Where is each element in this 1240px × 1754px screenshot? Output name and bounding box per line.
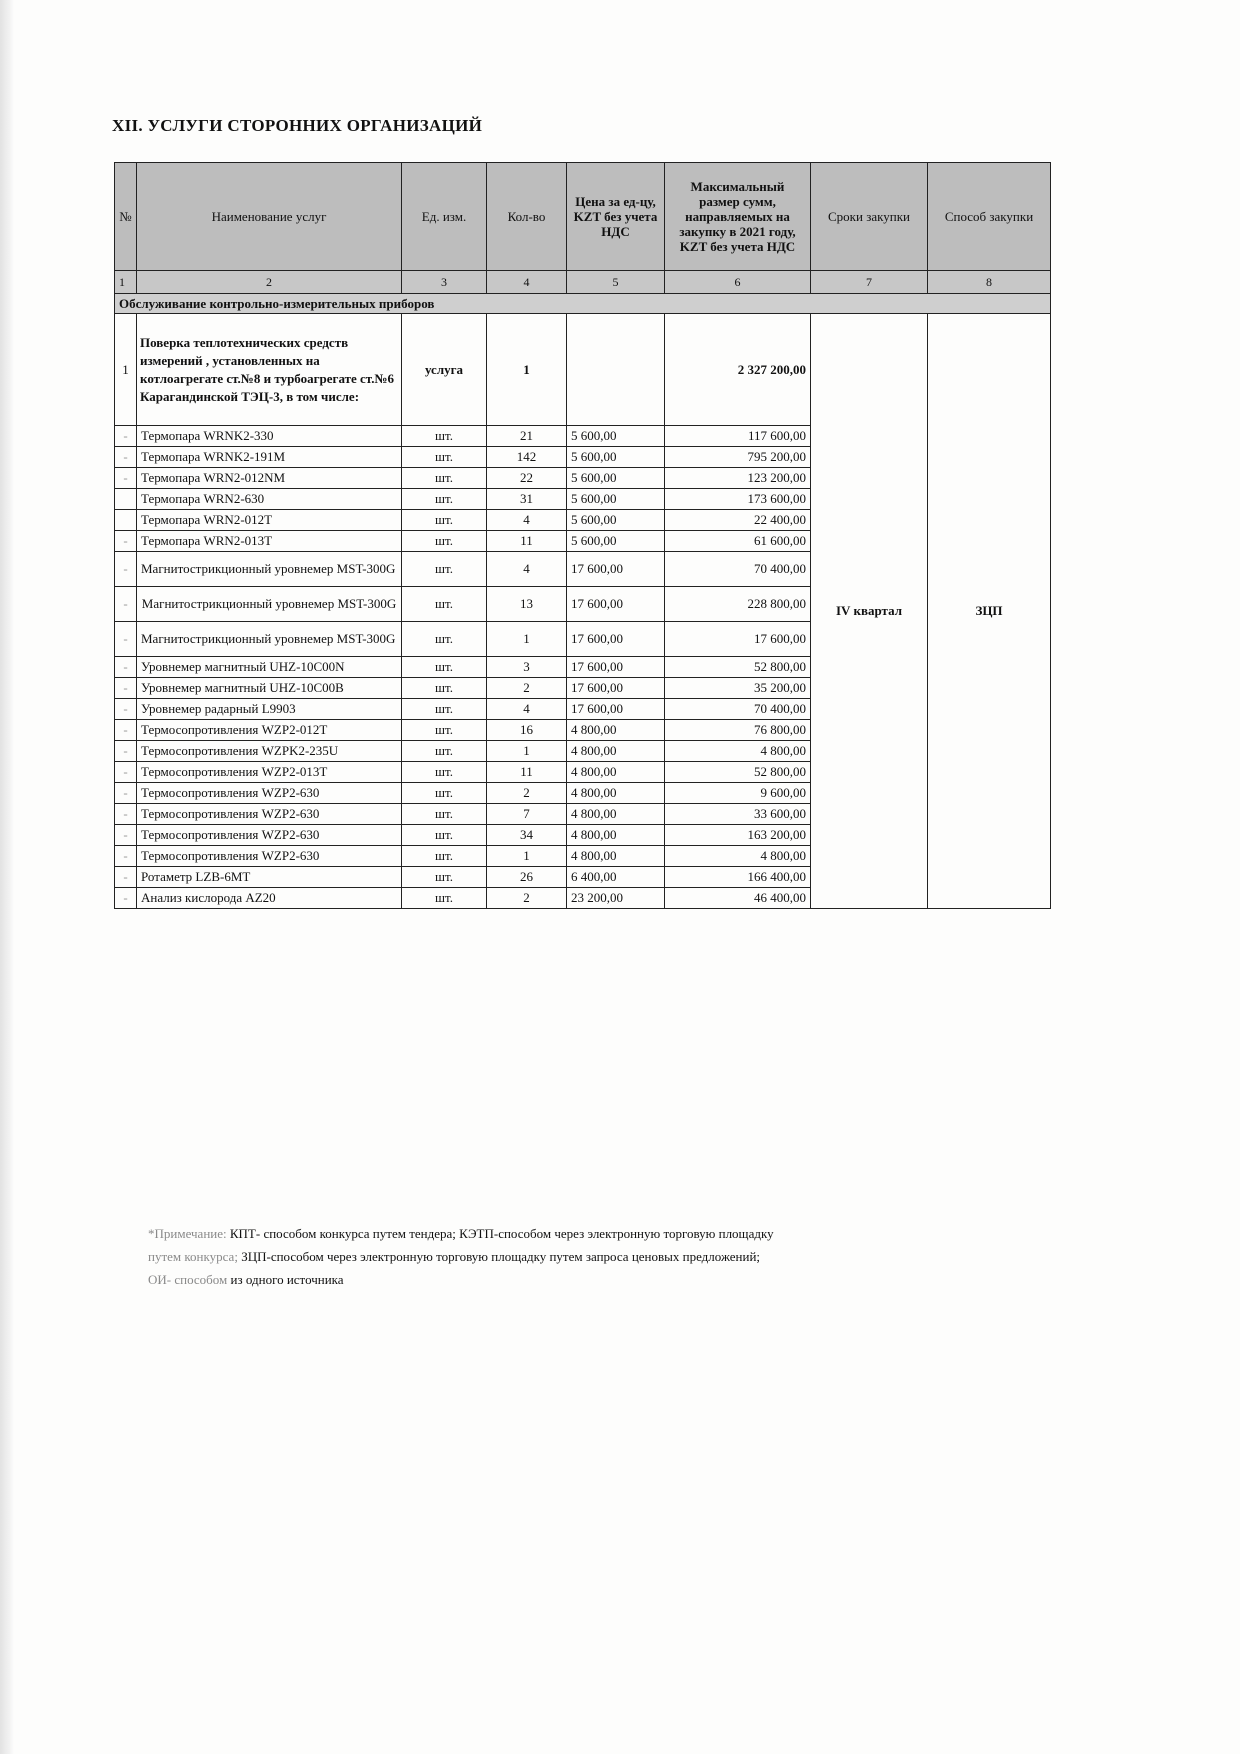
row-name: Магнитострикционный уровнемер MST-300G (137, 622, 402, 657)
row-name: Термосопротивления WZP2-630 (137, 846, 402, 867)
row-price: 17 600,00 (567, 657, 665, 678)
footnote-line-3 (148, 1268, 968, 1291)
row-num (115, 489, 137, 510)
row-name: Термопара WRN2-013T (137, 531, 402, 552)
row-num: - (115, 888, 137, 909)
row-unit: шт. (402, 867, 487, 888)
row-qty: 2 (487, 678, 567, 699)
row-name: Термосопротивления WZP2-630 (137, 804, 402, 825)
row-num: - (115, 552, 137, 587)
row-name: Термосопротивления WZP2-013T (137, 762, 402, 783)
purchase-method: ЗЦП (928, 314, 1051, 909)
row-unit: шт. (402, 510, 487, 531)
header-row (115, 163, 1051, 271)
row-total: 795 200,00 (665, 447, 811, 468)
row-total: 61 600,00 (665, 531, 811, 552)
row-total: 22 400,00 (665, 510, 811, 531)
row-num: - (115, 783, 137, 804)
row-name: Ротаметр LZB-6MT (137, 867, 402, 888)
row-name: Термопара WRNK2-330 (137, 426, 402, 447)
row-price: 5 600,00 (567, 531, 665, 552)
row-num: - (115, 622, 137, 657)
row-num: - (115, 531, 137, 552)
row-price: 4 800,00 (567, 804, 665, 825)
row-qty: 31 (487, 489, 567, 510)
row-price: 17 600,00 (567, 587, 665, 622)
row-unit: шт. (402, 678, 487, 699)
row-qty: 3 (487, 657, 567, 678)
header-num: № (115, 163, 137, 271)
row-total: 46 400,00 (665, 888, 811, 909)
main-price (567, 314, 665, 426)
row-qty: 26 (487, 867, 567, 888)
row-num: - (115, 657, 137, 678)
row-price: 5 600,00 (567, 447, 665, 468)
procurement-table (114, 162, 1051, 909)
row-total: 228 800,00 (665, 587, 811, 622)
column-number: 8 (928, 271, 1051, 294)
row-name: Уровнемер магнитный UHZ-10C00N (137, 657, 402, 678)
row-name: Анализ кислорода AZ20 (137, 888, 402, 909)
footnote-label: ОИ- способом (148, 1272, 228, 1287)
column-number: 3 (402, 271, 487, 294)
main-service-row (115, 314, 1051, 426)
row-name: Термосопротивления WZP2-630 (137, 783, 402, 804)
row-unit: шт. (402, 657, 487, 678)
row-qty: 7 (487, 804, 567, 825)
row-price: 4 800,00 (567, 720, 665, 741)
row-total: 173 600,00 (665, 489, 811, 510)
footnote-text: КПТ- способом конкурса путем тендера; КЭТП-способом через электронную торговую площадку (226, 1226, 774, 1241)
row-name: Термосопротивления WZPK2-235U (137, 741, 402, 762)
row-name: Термосопротивления WZP2-630 (137, 825, 402, 846)
row-num: - (115, 846, 137, 867)
footnote-label: путем конкурса; (148, 1249, 238, 1264)
row-price: 5 600,00 (567, 426, 665, 447)
row-price: 4 800,00 (567, 825, 665, 846)
row-total: 70 400,00 (665, 699, 811, 720)
row-price: 17 600,00 (567, 678, 665, 699)
row-unit: шт. (402, 531, 487, 552)
row-total: 33 600,00 (665, 804, 811, 825)
row-name: Магнитострикционный уровнемер MST-300G (137, 587, 402, 622)
row-unit: шт. (402, 720, 487, 741)
header-total: Максимальный размер сумм, направляемых на закупку в 2021 году, KZT без учета НДС (665, 163, 811, 271)
main-name: Поверка теплотехнических средств измерений , установленных на котлоагрегате ст.№8 и турбоагрегате ст.№6 Карагандинской ТЭЦ-3, в том числе: (137, 314, 402, 426)
main-total: 2 327 200,00 (665, 314, 811, 426)
row-unit: шт. (402, 741, 487, 762)
scan-edge (0, 0, 14, 1754)
row-name: Уровнемер магнитный UHZ-10C00B (137, 678, 402, 699)
footnote-line-1 (148, 1222, 968, 1245)
row-num (115, 510, 137, 531)
row-price: 17 600,00 (567, 622, 665, 657)
row-qty: 11 (487, 531, 567, 552)
footnote-line-2 (148, 1245, 968, 1268)
row-total: 35 200,00 (665, 678, 811, 699)
header-method: Способ закупки (928, 163, 1051, 271)
main-unit: услуга (402, 314, 487, 426)
footnote-text: из одного источника (227, 1272, 344, 1287)
row-price: 4 800,00 (567, 762, 665, 783)
row-total: 76 800,00 (665, 720, 811, 741)
row-num: - (115, 587, 137, 622)
row-name: Термопара WRN2-012T (137, 510, 402, 531)
row-name: Уровнемер радарный L9903 (137, 699, 402, 720)
row-unit: шт. (402, 552, 487, 587)
main-num: 1 (115, 314, 137, 426)
row-price: 4 800,00 (567, 741, 665, 762)
row-qty: 1 (487, 846, 567, 867)
row-total: 9 600,00 (665, 783, 811, 804)
row-qty: 4 (487, 510, 567, 531)
row-price: 5 600,00 (567, 489, 665, 510)
row-num: - (115, 720, 137, 741)
row-unit: шт. (402, 804, 487, 825)
header-unit: Ед. изм. (402, 163, 487, 271)
section-row (115, 294, 1051, 314)
row-qty: 13 (487, 587, 567, 622)
row-qty: 2 (487, 888, 567, 909)
row-qty: 22 (487, 468, 567, 489)
row-unit: шт. (402, 447, 487, 468)
footnote-label: *Примечание: (148, 1226, 227, 1241)
row-unit: шт. (402, 888, 487, 909)
column-number: 1 (115, 271, 137, 294)
row-qty: 11 (487, 762, 567, 783)
row-price: 5 600,00 (567, 468, 665, 489)
row-total: 52 800,00 (665, 657, 811, 678)
row-qty: 2 (487, 783, 567, 804)
row-total: 4 800,00 (665, 846, 811, 867)
row-unit: шт. (402, 587, 487, 622)
purchase-period: IV квартал (811, 314, 928, 909)
header-qty: Кол-во (487, 163, 567, 271)
row-total: 4 800,00 (665, 741, 811, 762)
row-name: Термопара WRNK2-191M (137, 447, 402, 468)
header-price: Цена за ед-цу, KZT без учета НДС (567, 163, 665, 271)
row-unit: шт. (402, 783, 487, 804)
row-num: - (115, 762, 137, 783)
row-qty: 1 (487, 622, 567, 657)
row-num: - (115, 741, 137, 762)
row-unit: шт. (402, 825, 487, 846)
row-total: 123 200,00 (665, 468, 811, 489)
row-qty: 4 (487, 699, 567, 720)
row-name: Магнитострикционный уровнемер MST-300G (137, 552, 402, 587)
main-qty: 1 (487, 314, 567, 426)
row-qty: 21 (487, 426, 567, 447)
column-number: 6 (665, 271, 811, 294)
header-period: Сроки закупки (811, 163, 928, 271)
header-name: Наименование услуг (137, 163, 402, 271)
row-unit: шт. (402, 846, 487, 867)
column-number-row (115, 271, 1051, 294)
column-number: 7 (811, 271, 928, 294)
row-unit: шт. (402, 622, 487, 657)
row-unit: шт. (402, 489, 487, 510)
row-price: 4 800,00 (567, 846, 665, 867)
row-num: - (115, 867, 137, 888)
column-number: 4 (487, 271, 567, 294)
section-title: Обслуживание контрольно-измерительных приборов (115, 294, 1051, 314)
row-name: Термосопротивления WZP2-012T (137, 720, 402, 741)
page-title: XII. УСЛУГИ СТОРОННИХ ОРГАНИЗАЦИЙ (112, 116, 483, 135)
column-number: 2 (137, 271, 402, 294)
row-unit: шт. (402, 468, 487, 489)
row-unit: шт. (402, 699, 487, 720)
row-price: 6 400,00 (567, 867, 665, 888)
row-price: 17 600,00 (567, 699, 665, 720)
row-name: Термопара WRN2-012NM (137, 468, 402, 489)
row-price: 4 800,00 (567, 783, 665, 804)
footnote (148, 1222, 968, 1291)
row-qty: 1 (487, 741, 567, 762)
row-num: - (115, 678, 137, 699)
row-num: - (115, 468, 137, 489)
row-total: 166 400,00 (665, 867, 811, 888)
row-qty: 4 (487, 552, 567, 587)
row-num: - (115, 825, 137, 846)
row-total: 70 400,00 (665, 552, 811, 587)
row-price: 17 600,00 (567, 552, 665, 587)
column-number: 5 (567, 271, 665, 294)
row-total: 117 600,00 (665, 426, 811, 447)
row-total: 163 200,00 (665, 825, 811, 846)
row-price: 5 600,00 (567, 510, 665, 531)
row-price: 23 200,00 (567, 888, 665, 909)
row-qty: 34 (487, 825, 567, 846)
row-num: - (115, 804, 137, 825)
row-unit: шт. (402, 426, 487, 447)
row-qty: 142 (487, 447, 567, 468)
row-total: 52 800,00 (665, 762, 811, 783)
row-qty: 16 (487, 720, 567, 741)
row-name: Термопара WRN2-630 (137, 489, 402, 510)
row-num: - (115, 447, 137, 468)
row-num: - (115, 426, 137, 447)
row-unit: шт. (402, 762, 487, 783)
footnote-text: ЗЦП-способом через электронную торговую площадку путем запроса ценовых предложений; (237, 1249, 761, 1264)
row-num: - (115, 699, 137, 720)
row-total: 17 600,00 (665, 622, 811, 657)
